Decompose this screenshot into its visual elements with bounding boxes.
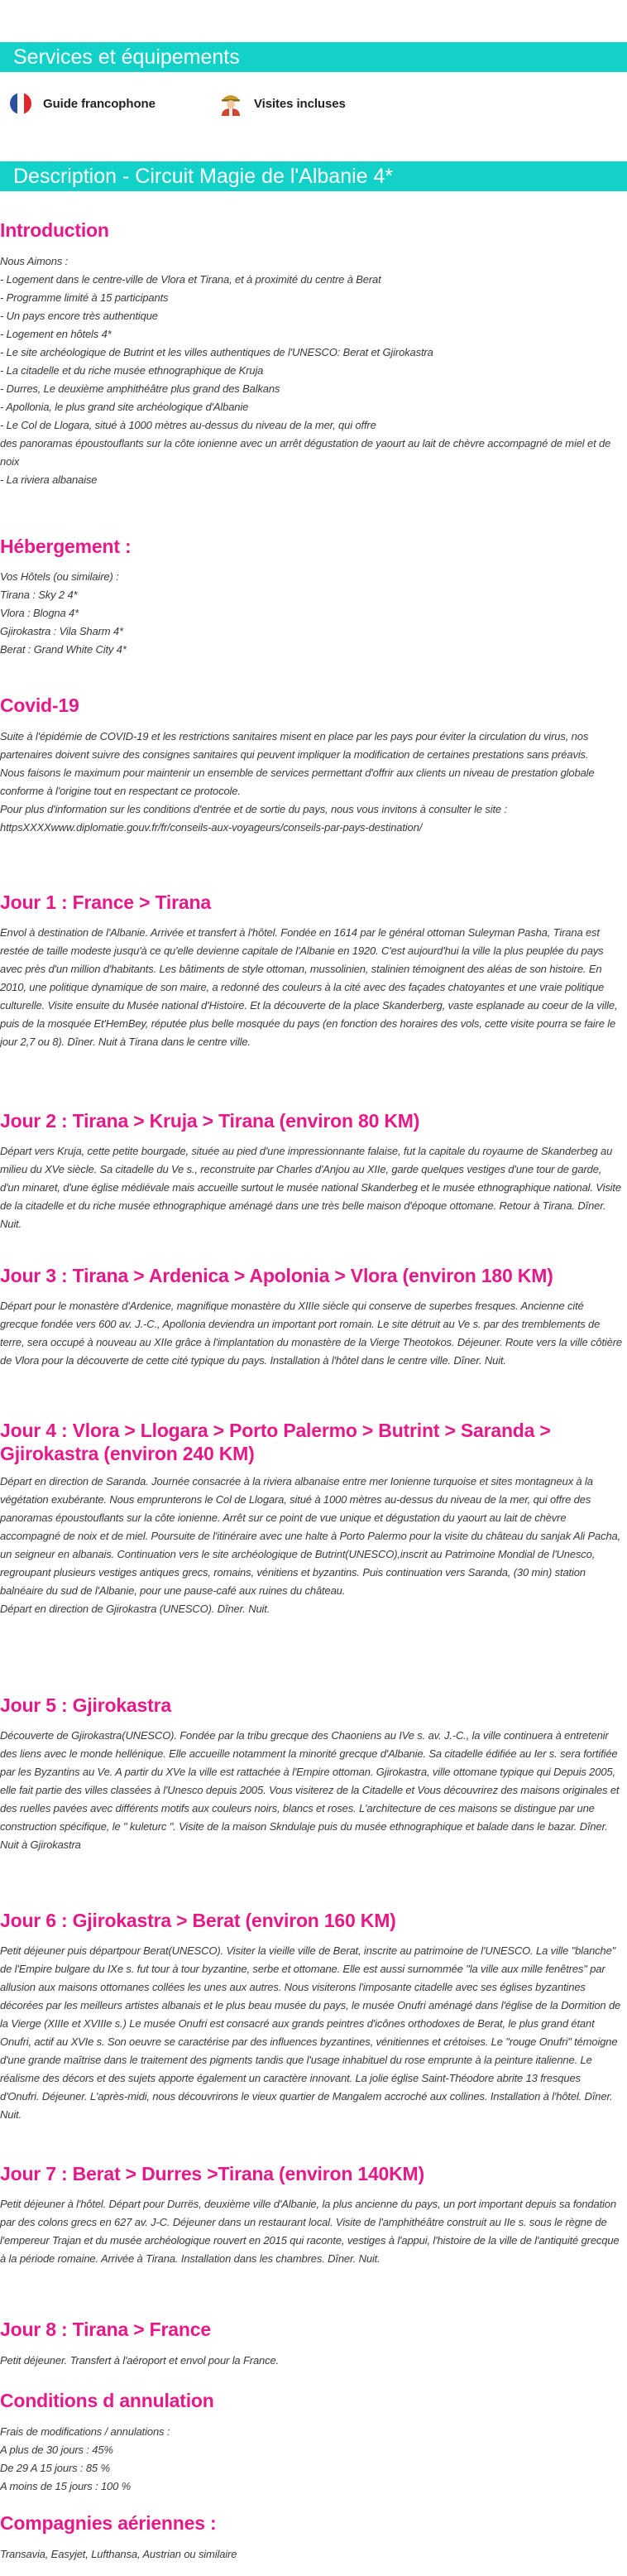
text-line: Départ en direction de Saranda. Journée consacrée à la riviera albanaise entre mer Ionienne turquoise et sites montagneux à la végétation exubérante. Nous emprunterons le Col de Llogara, situé à 1000 mètres au-dessus du niveau de la mer, qui offre des panoramas époustouflants sur la côte ionienne. Arrêt sur ce point de vue unique et dégustation du yaourt au lait de chèvre accompagné de noix et de miel. Poursuite de l'itinéraire avec une halte à Porto Palermo pour la visite du château du sanjak Ali Pacha, un seigneur en albanais. Continuation vers le site archéologique de Butrint(UNESCO),inscrit au Patrimoine Mondial de l'Unesco, regroupant plusieurs vestiges antiques grecs, romains, vénitiens et byzantins. Puis continuation vers Saranda, (30 min) station balnéaire du sud de l'Albanie, pour une pause-café aux ruines du château. [0,1475,621,1597]
section-text-introduction [0,252,622,489]
text-line: A plus de 30 jours : 45% [0,2444,113,2456]
text-line: - Logement dans le centre-ville de Vlora et Tirana, et à proximité du centre à Berat [0,273,381,286]
text-line: Nous faisons le maximum pour maintenir un ensemble de services permettant d'offrir aux clients un niveau de prestation globale conforme à l'origine tout en respectant ce protocole. [0,767,595,797]
text-line: De 29 A 15 jours : 85 % [0,2462,110,2474]
section-text-day-8 [0,2352,622,2370]
service-label: Guide francophone [43,96,156,111]
section-text-cancellation [0,2423,622,2496]
section-text-airlines [0,2545,622,2564]
text-line: - Apollonia, le plus grand site archéologique d'Albanie [0,401,249,413]
section-title-day-4: Jour 4 : Vlora > Llogara > Porto Palermo > Butrint > Saranda > Gjirokastra (environ 240 KM) [0,1420,551,1464]
text-line: - Le Col de Llogara, situé à 1000 mètres au-dessus du niveau de la mer, qui offre [0,419,376,431]
section-text-hebergement [0,568,622,659]
text-line: Petit déjeuner. Transfert à l'aéroport et envol pour la France. [0,2354,279,2367]
section-text-covid [0,728,622,837]
service-label: Visites incluses [254,96,346,111]
text-line: Petit déjeuner puis départpour Berat(UNESCO). Visiter la vieille ville de Berat, inscrite au patrimoine de l'UNESCO. La ville "blanche" de l'Empire bulgare du IXe s. fut tour à tour byzantine, serbe et ottomane. Elle est aussi surnommée "la ville aux mille fenêtres" par allusion aux maisons ottomanes collées les unes aux autres. Nous visiterons l'imposante citadelle avec ses églises byzantines décorées par les meilleurs artistes albanais et le plus beau musée du pays, le musée Onufri aménagé dans l'église de la Dormition de la Vierge (XIIIe et XVIIIe s.) Le musée Onufri est consacré aux grands peintres d'icônes orthodoxes de Berat, le plus grand étant Onufri, actif au XVIe s. Son oeuvre se caractérise par des influences byzantines, vénitiennes et crétoises. Le "rouge Onufri" témoigne d'une grande maîtrise dans le traitement des pigments tandis que l'usage inhabituel du rose emprunte à la peinture italienne. Le réalisme des décors et des sujets apporte également un caractère innovant. La jolie église Saint-Théodore abrite 13 fresques d'Onufri. Déjeuner. L'après-midi, nous découvrirons le vieux quartier de Mangalem accroché aux collines. Installation à l'hôtel. Dîner. Nuit. [0,1944,621,2121]
france-flag-icon [10,93,31,114]
section-title-day-3: Jour 3 : Tirana > Ardenica > Apolonia > Vlora (environ 180 KM) [0,1265,553,1286]
section-text-day-2 [0,1142,622,1233]
section-text-day-3 [0,1297,622,1370]
section-title-day-6: Jour 6 : Gjirokastra > Berat (environ 160 KM) [0,1910,396,1931]
section-title-day-5: Jour 5 : Gjirokastra [0,1694,171,1716]
text-line: Pour plus d'information sur les conditions d'entrée et de sortie du pays, nous vous invitons à consulter le site : httpsXXXXwww.diplomatie.gouv.fr/fr/conseils-aux-voyageurs/conseils-par-pays-destination/ [0,803,507,834]
section-text-day-4 [0,1473,622,1618]
text-line: - La riviera albanaise [0,473,98,486]
text-line: Transavia, Easyjet, Lufthansa, Austrian ou similaire [0,2548,237,2560]
section-text-day-5 [0,1727,622,1854]
text-line: A moins de 15 jours : 100 % [0,2480,132,2492]
text-line: Petit déjeuner à l'hôtel. Départ pour Durrës, deuxième ville d'Albanie, la plus ancienne du pays, un port important depuis sa fondation par des colons grecs en 627 av. J-C. Déjeuner dans un restaurant local. Visite de l'amphithéâtre construit au IIe s. sous le règne de l'empereur Trajan et du musée archéologique rouvert en 2015 qui raconte, vestiges à l'appui, l'histoire de la ville de l'antiquité grecque à la période romaine. Arrivée à Tirana. Installation dans les chambres. Dîner. Nuit. [0,2198,620,2265]
section-title-hebergement: Hébergement : [0,536,132,557]
text-line: Frais de modifications / annulations : [0,2425,170,2438]
text-line: Nous Aimons : [0,255,69,267]
text-line: Tirana : Sky 2 4* [0,589,78,601]
section-title-day-2: Jour 2 : Tirana > Kruja > Tirana (environ 80 KM) [0,1110,420,1132]
services-list [0,89,627,118]
section-text-day-7 [0,2195,622,2268]
services-header: Services et équipements [0,42,627,72]
text-line: Départ en direction de Gjirokastra (UNESCO). Dîner. Nuit. [0,1603,270,1615]
section-title-cancellation: Conditions d annulation [0,2390,214,2411]
text-line: Départ vers Kruja, cette petite bourgade, située au pied d'une impressionnante falaise, fut la capitale du royaume de Skanderbeg au milieu du XVe siècle. Sa citadelle du Ve s., reconstruite par Charles d'Anjou au XIIe, garde quelques vestiges d'une tour de garde, d'un minaret, d'une église médiévale mais accueille surtout le musée national Skanderbeg et le musée ethnographique national. Visite de la citadelle et du riche musée ethnographique aménagé dans une très belle maison d'époque ottomane. Retour à Tirana. Dîner. Nuit. [0,1145,621,1230]
text-line: - La citadelle et du riche musée ethnographique de Kruja [0,364,264,377]
section-text-day-6 [0,1942,622,2124]
section-title-day-8: Jour 8 : Tirana > France [0,2319,211,2340]
guide-person-icon [219,91,242,116]
text-line: Vlora : Blogna 4* [0,607,79,619]
section-text-day-1 [0,924,622,1051]
section-title-day-1: Jour 1 : France > Tirana [0,892,211,913]
section-title-covid: Covid-19 [0,694,79,716]
text-line: Suite à l'épidémie de COVID-19 et les restrictions sanitaires misent en place par les pays pour éviter la circulation du virus, nos partenaires doivent suivre des consignes sanitaires qui peuvent impliquer la modification de certaines prestations sans préavis. [0,730,589,761]
description-header: Description - Circuit Magie de l'Albanie 4* [0,161,627,191]
text-line: des panoramas époustouflants sur la côte ionienne avec un arrêt dégustation de yaourt au lait de chèvre accompagné de miel et de noix [0,437,611,468]
text-line: Berat : Grand White City 4* [0,643,127,656]
section-title-introduction: Introduction [0,219,109,241]
text-line: - Un pays encore très authentique [0,310,158,322]
text-line: Vos Hôtels (ou similaire) : [0,570,119,583]
section-title-day-7: Jour 7 : Berat > Durres >Tirana (environ 140KM) [0,2163,424,2184]
text-line: Découverte de Gjirokastra(UNESCO). Fondée par la tribu grecque des Chaoniens au IVe s. av. J.-C., la ville continuera à entretenir des liens avec le monde hellénique. Elle accueille notamment la minorité grecque d'Albanie. Sa citadelle édifiée au Ier s. sera fortifiée par les Byzantins au Ve. A partir du XVe la ville est rattachée à l'Empire ottoman. Gjirokastra, ville ottomane typique qui Depuis 2005, elle fait partie des villes classées à l'Unesco depuis 2005. Vous visiterez de la Citadelle et Vous découvrirez des maisons originales et des ruelles pavées avec différents motifs aux couleurs noirs, blancs et roses. L'architecture de ces maisons se distingue par une construction spécifique, le " kuleturc ". Visite de la maison Skndulaje puis du musée ethnographique et balade dans le bazar. Dîner. Nuit à Gjirokastra [0,1729,620,1851]
section-title-airlines: Compagnies aériennes : [0,2512,217,2534]
text-line: - Le site archéologique de Butrint et les villes authentiques de l'UNESCO: Berat et Gjirokastra [0,346,433,358]
text-line: - Logement en hôtels 4* [0,328,112,340]
service-item-visits [219,89,346,118]
text-line: - Durres, Le deuxième amphithéâtre plus grand des Balkans [0,382,280,395]
text-line: Envol à destination de l'Albanie. Arrivée et transfert à l'hôtel. Fondée en 1614 par le général ottoman Suleyman Pasha, Tirana est restée de taille modeste jusqu'à ce qu'elle devienne capitale de l'Albanie en 1920. C'est aujourd'hui la ville la plus peuplée du pays avec près d'un million d'habitants. Les bâtiments de style ottoman, mussolinien, stalinien témoignent des aléas de son histoire. En 2010, une politique dynamique de son maire, a redonné des couleurs à la cité avec des façades chatoyantes et une vraie politique culturelle. Visite ensuite du Musée national d'Histoire. Et la découverte de la place Skanderberg, vaste esplanade au coeur de la ville, puis de la mosquée Et'HemBey, réputée plus belle mosquée du pays (en fonction des horaires des vols, cette visite pourra se faire le jour 2,7 ou 8). Dîner. Nuit à Tirana dans le centre ville. [0,926,618,1048]
text-line: Départ pour le monastère d'Ardenice, magnifique monastère du XIIIe siècle qui conserve de superbes fresques. Ancienne cité grecque fondée vers 600 av. J.-C., Apollonia deviendra un important port romain. Le site détruit au Ve s. par des tremblements de terre, sera occupé à nouveau au XIIe grâce à l'implantation du monastère de la Vierge Theotokos. Déjeuner. Route vers la ville côtière de Vlora pour la découverte de cette cité typique du pays. Installation à l'hôtel dans le centre ville. Dîner. Nuit. [0,1300,622,1367]
service-item-guide [10,89,156,118]
text-line: - Programme limité à 15 participants [0,291,169,304]
text-line: Gjirokastra : Vila Sharm 4* [0,625,123,637]
